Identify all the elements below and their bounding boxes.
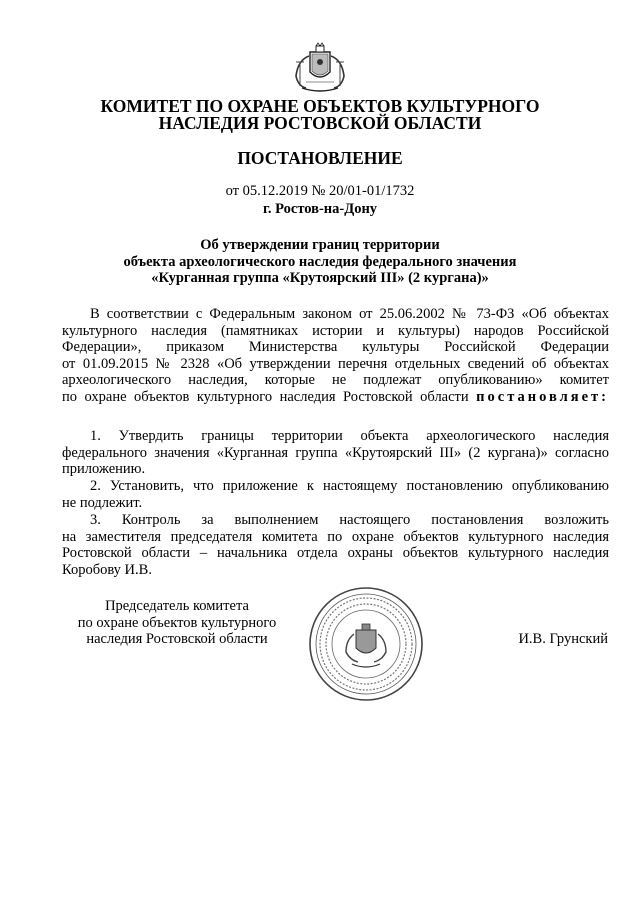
item-2 xyxy=(62,478,609,511)
signer-name: И.В. Грунский xyxy=(518,631,608,647)
signer-title-line: Председатель комитета xyxy=(105,598,249,614)
item-line: Коробову И.В. xyxy=(62,561,152,578)
committee-line-1: КОМИТЕТ ПО ОХРАНЕ ОБЪЕКТОВ КУЛЬТУРНОГО xyxy=(100,96,540,116)
preamble-line: В соответствии с Федеральным законом от 25.06.2002 № 73-ФЗ «Об объектах xyxy=(90,306,609,322)
preamble-last-line xyxy=(62,389,609,406)
preamble-paragraph xyxy=(62,306,609,405)
signer-title xyxy=(62,598,292,648)
item-line: 2. Установить, что приложение к настоящему постановлению опубликованию xyxy=(90,478,609,494)
item-line: Ростовской области – начальника отдела охраны объектов культурного наследия xyxy=(62,545,609,561)
preamble-line: Федерации», приказом Министерства культуры Российской Федерации xyxy=(62,339,609,355)
signer-title-line: наследия Ростовской области xyxy=(86,631,268,647)
preamble-line: от 01.09.2015 № 2328 «Об утверждении перечня отдельных сведений об объектах xyxy=(62,355,609,372)
document-type: ПОСТАНОВЛЕНИЕ xyxy=(237,148,403,168)
subject-line-2: объекта археологического наследия федерального значения xyxy=(123,253,517,270)
committee-line-2: НАСЛЕДИЯ РОСТОВСКОЙ ОБЛАСТИ xyxy=(158,113,482,133)
item-line: приложению. xyxy=(62,461,146,477)
subject-line-1: Об утверждении границ территории xyxy=(200,237,440,253)
preamble-line: по охране объектов культурного наследия Ростовской области xyxy=(62,388,469,405)
item-3 xyxy=(62,512,609,578)
subject-line-3: «Курганная группа «Крутоярский III» (2 кургана)» xyxy=(151,270,489,286)
official-seal-icon xyxy=(308,586,424,702)
item-line: 1. Утвердить границы территории объекта археологического наследия xyxy=(90,428,609,444)
item-line: не подлежит. xyxy=(62,494,143,511)
item-line: 3. Контроль за выполнением настоящего постановления возложить xyxy=(90,512,609,528)
document-date-number: от 05.12.2019 № 20/01-01/1732 xyxy=(225,183,415,199)
decree-word: постановляет: xyxy=(476,388,610,405)
item-line: на заместителя председателя комитета по охране объектов культурного наследия xyxy=(62,528,609,545)
committee-title xyxy=(60,98,580,132)
document-subject xyxy=(60,237,580,287)
item-line: федерального значения «Курганная группа «Крутоярский III» (2 кургана)» согласно xyxy=(62,444,609,461)
coat-of-arms-icon xyxy=(288,42,352,94)
signer-title-line: по охране объектов культурного xyxy=(77,614,277,631)
document-city: г. Ростов-на-Дону xyxy=(262,201,378,217)
item-1 xyxy=(62,428,609,478)
preamble-line: культурного наследия (памятниках истории и культуры) народов Российской xyxy=(62,322,609,339)
preamble-line: археологического наследия, которые не подлежат опубликованию» комитет xyxy=(62,372,609,388)
